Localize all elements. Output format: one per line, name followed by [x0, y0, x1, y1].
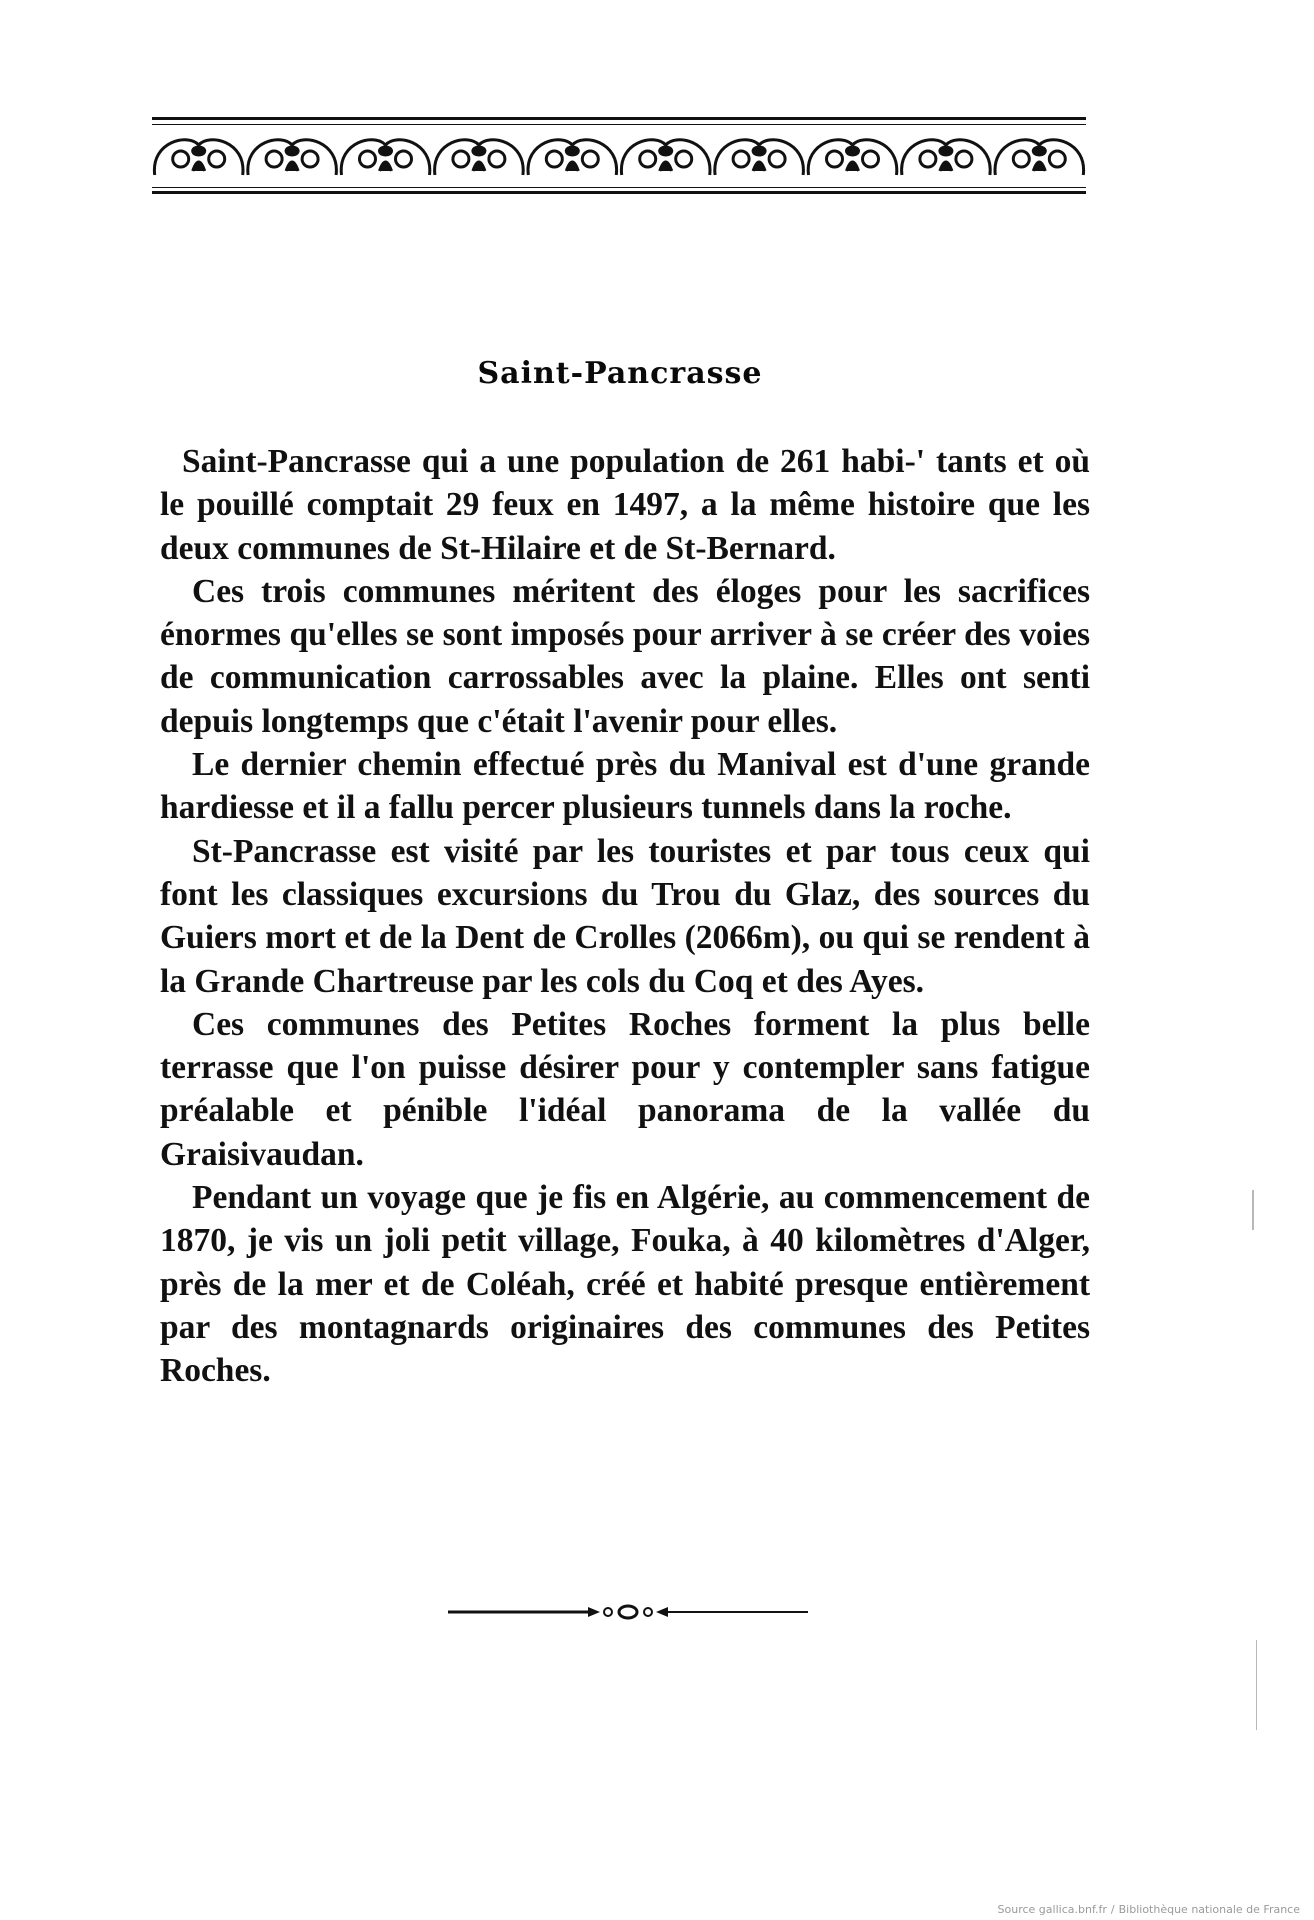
fleuron-unit	[902, 140, 991, 175]
header-rule-bottom-thin	[152, 187, 1086, 188]
fleuron-unit	[995, 140, 1084, 175]
paragraph: Ces trois communes méritent des éloges pour les sacrifices énormes qu'elles se sont imposés pour arriver à se créer des voies de communication carrossables avec la plaine. Elles ont senti depuis longtemps que c'était l'avenir pour elles.	[160, 572, 1090, 740]
paragraph: St-Pancrasse est visité par les touristes et par tous ceux qui font les classiques excursions du Trou du Glaz, des sources du Guiers mort et de la Dent de Crolles (2066m), ou qui se rendent à la Grande Chartreuse par les cols du Coq et des Ayes.	[160, 832, 1090, 1000]
page-title: Saint-Pancrasse	[477, 356, 763, 391]
fleuron-unit	[715, 140, 804, 175]
fleuron-band-icon	[152, 131, 1086, 183]
fleuron-unit	[528, 140, 617, 175]
header-rule-top-thin	[152, 124, 1086, 125]
fleuron-unit	[808, 140, 897, 175]
paragraph: Le dernier chemin effectué près du Manival est d'une grande hardiesse et il a fallu percer plusieurs tunnels dans la roche.	[160, 746, 1090, 827]
header-ornament-band	[152, 117, 1086, 197]
header-rule-bottom-thick	[152, 191, 1086, 194]
scan-speck	[1252, 1190, 1254, 1230]
source-separator: /	[1110, 1903, 1115, 1916]
paragraph: Saint-Pancrasse qui a une population de 261 habi-' tants et où le pouillé comptait 29 feux en 1497, a la même histoire que les deux communes de St-Hilaire et de St-Bernard.	[160, 443, 1090, 567]
source-note	[998, 1903, 1300, 1916]
fleuron-unit	[248, 140, 337, 175]
fleuron-unit	[154, 140, 243, 175]
fleuron-unit	[621, 140, 710, 175]
paragraph: Pendant un voyage que je fis en Algérie, au commencement de 1870, je vis un joli petit village, Fouka, à 40 kilomètres d'Alger, près de la mer et de Coléah, créé et habité presque entièrement par des montagnards originaires des communes des Petites Roches.	[160, 1179, 1090, 1390]
fleuron-unit	[341, 140, 430, 175]
fleuron-unit	[435, 140, 524, 175]
body-text	[160, 440, 1090, 1393]
source-label: Source gallica.bnf.fr	[997, 1903, 1107, 1916]
header-rule-top-thick	[152, 117, 1086, 120]
library-label: Bibliothèque nationale de France	[1118, 1903, 1300, 1916]
tail-flourish-icon	[448, 1597, 808, 1627]
scan-speck	[1256, 1640, 1257, 1730]
paragraph: Ces communes des Petites Roches forment la plus belle terrasse que l'on puisse désirer pour y contempler sans fatigue préalable et pénible l'idéal panorama de la vallée du Graisivaudan.	[160, 1005, 1090, 1173]
